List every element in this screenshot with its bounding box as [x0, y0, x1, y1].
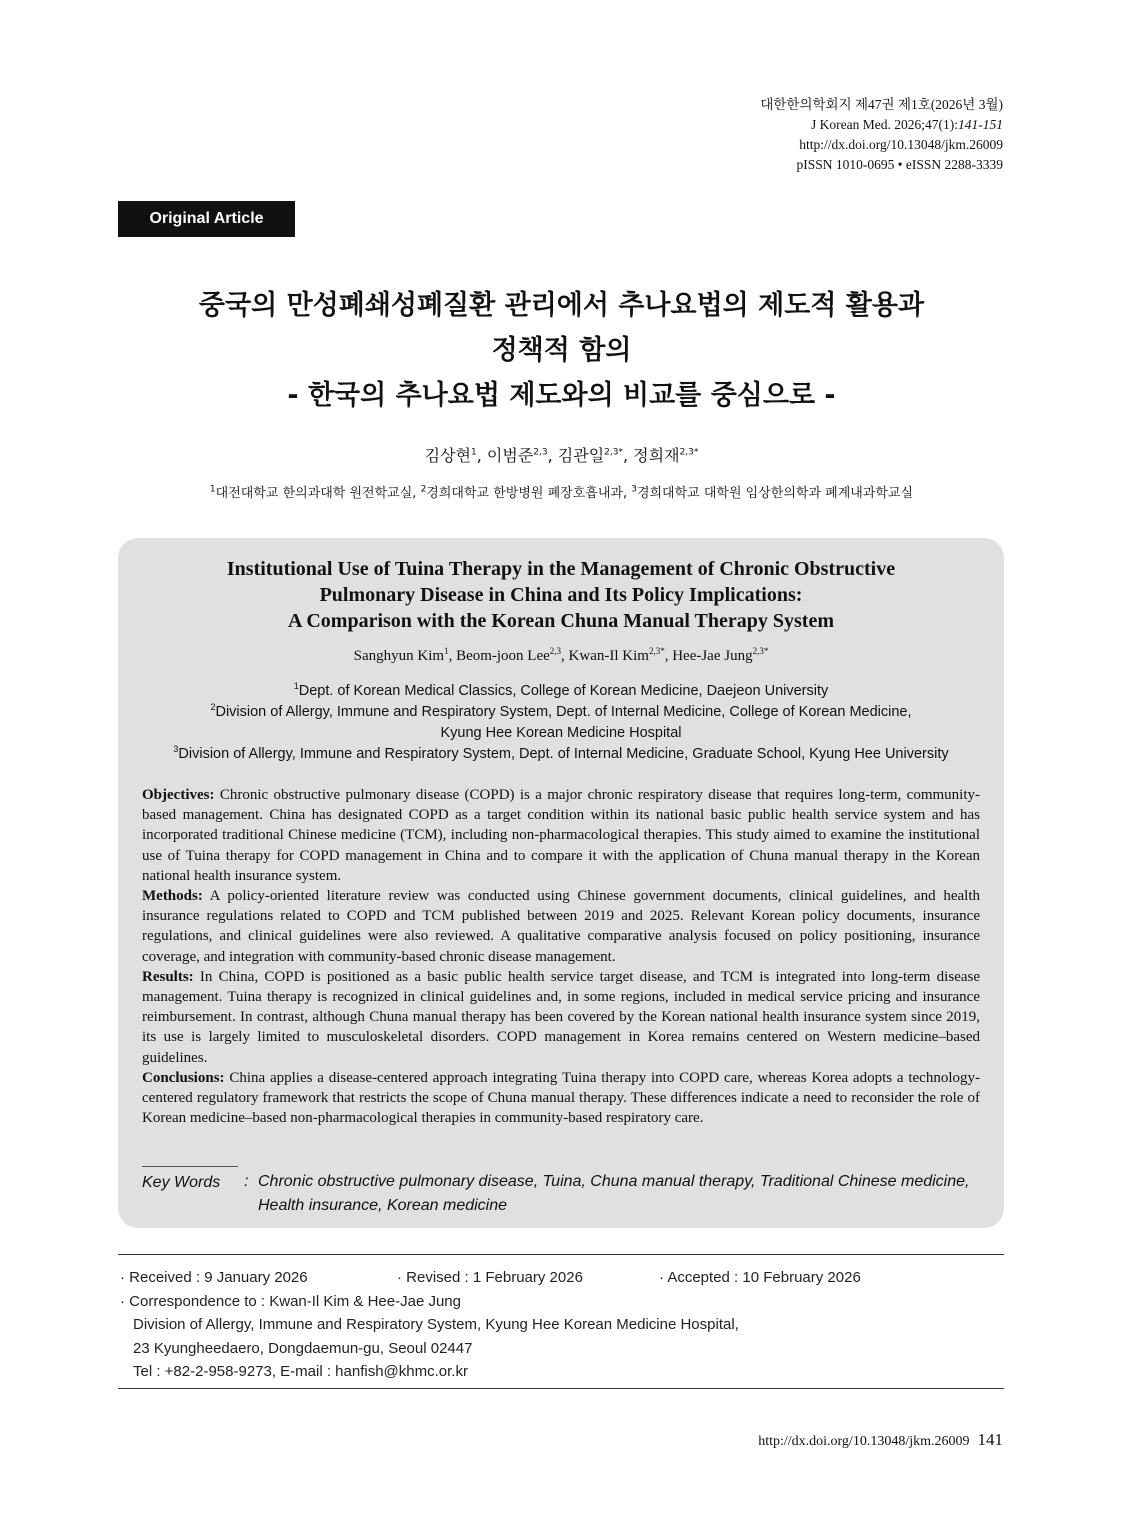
affiliation-2	[118, 702, 1004, 723]
author	[569, 648, 665, 664]
affiliation	[631, 486, 913, 501]
author-name: 김관일	[557, 446, 605, 465]
english-title-line: A Comparison with the Korean Chuna Manual Therapy System	[288, 610, 834, 632]
korean-title-line: 중국의 만성폐쇄성폐질환 관리에서 추나요법의 제도적 활용과	[198, 290, 925, 321]
divider	[118, 1388, 1004, 1389]
author-name: Beom-joon Lee	[456, 648, 550, 664]
affiliation-3	[118, 744, 1004, 765]
affiliation-text: 경희대학교 한방병원 폐장호흡내과	[426, 486, 623, 501]
author	[456, 648, 561, 664]
abstract-box	[118, 538, 1004, 1228]
author-sup: 2,3*	[604, 447, 623, 458]
author-name: Hee-Jae Jung	[672, 648, 753, 664]
section-label: Results:	[142, 968, 194, 985]
affiliation-sup: 3	[631, 484, 637, 495]
section-text: A policy-oriented literature review was conducted using Chinese government documents, clinical guidelines, and health insurance regulations related to COPD and TCM published between 2019 and 2025. Relevant Korean policy documents, insurance regulations, and clinical guidelines were also reviewed. A qualitative comparative analysis focused on policy positioning, insurance coverage, and integration with community-based chronic disease management.	[142, 888, 980, 965]
section-text: Chronic obstructive pulmonary disease (COPD) is a major chronic respiratory disease that requires long-term, community-based management. China has designated COPD as a target condition within its national basic public health service system and has incorporated traditional Chinese medicine (TCM), including non-pharmacological therapies. This study aimed to examine the institutional use of Tuina therapy for COPD management in China and to compare it with the application of Chuna manual therapy in the Korean national health insurance system.	[142, 787, 980, 884]
affiliation-1	[118, 681, 1004, 702]
doi-link[interactable]: http://dx.doi.org/10.13048/jkm.26009	[799, 137, 1003, 152]
author-name: 김상현	[424, 446, 471, 465]
affiliation-sup: 1	[293, 681, 299, 692]
affiliation-sup: 1	[209, 484, 216, 495]
dates-row	[120, 1266, 861, 1290]
author	[672, 648, 768, 664]
author-sup: 2,3*	[648, 646, 665, 656]
page-number: 141	[977, 1430, 1003, 1449]
abstract	[142, 785, 980, 1128]
korean-subtitle: - 한국의 추나요법 제도와의 비교를 중심으로 -	[287, 380, 836, 411]
abstract-objectives	[142, 785, 980, 886]
author	[487, 446, 548, 465]
korean-affiliations: $^1$대전대학교 한의과대학 원전학교실, $^2$경희대학교 한방병원 폐장호흡내과, $^3$경희대학교 대학원 임상한의학과 폐계내과학교실	[209, 484, 914, 501]
journal-header	[760, 95, 1003, 175]
citation-prefix: J Korean Med. 2026;47(1):	[811, 117, 958, 132]
author-name: Sanghyun Kim	[353, 648, 445, 664]
section-label: Methods:	[142, 888, 203, 905]
keywords-label: Key Words	[142, 1166, 238, 1218]
author-sup: 2,3	[533, 447, 548, 458]
affiliation-sup: 2	[420, 484, 427, 495]
issn: pISSN 1010-0695 • eISSN 2288-3339	[796, 157, 1003, 172]
english-affiliations	[118, 681, 1004, 765]
citation	[760, 115, 1003, 135]
author-name: 정희재	[633, 446, 680, 465]
footer-doi[interactable]: http://dx.doi.org/10.13048/jkm.26009	[758, 1434, 970, 1449]
affiliation-2-cont: Kyung Hee Korean Medicine Hospital	[440, 725, 682, 741]
page-footer	[758, 1430, 1003, 1450]
korean-authors: 김상현$^1$, 이범준$^{2,3}$, 김관일$^{2,3*}$, 정희재$^{2,3*}$	[424, 446, 699, 465]
abstract-conclusions	[142, 1068, 980, 1129]
affiliation-text: Dept. of Korean Medical Classics, College of Korean Medicine, Daejeon University	[298, 683, 829, 699]
author	[354, 648, 449, 664]
keywords-text: Chronic obstructive pulmonary disease, Tuina, Chuna manual therapy, Traditional Chinese medicine, Health insurance, Korean medicine	[258, 1173, 970, 1214]
korean-title-line: 정책적 함의	[491, 335, 632, 366]
revised-date: · Revised : 1 February 2026	[397, 1269, 583, 1286]
english-title-line: Institutional Use of Tuina Therapy in the Management of Chronic Obstructive	[226, 558, 896, 580]
author-name: 이범준	[486, 446, 534, 465]
english-title	[118, 556, 1004, 634]
section-label: Objectives:	[142, 787, 215, 803]
contact: Tel : +82-2-958-9273, E-mail : hanfish@khmc.or.kr	[133, 1363, 468, 1380]
address-line: 23 Kyungheedaero, Dongdaemun-gu, Seoul 02447	[133, 1339, 473, 1357]
keywords	[142, 1166, 982, 1218]
affiliation	[421, 486, 623, 501]
accepted-date: · Accepted : 10 February 2026	[659, 1269, 861, 1286]
english-authors: Sanghyun Kim$^1$, Beom-joon Lee$^{2,3}$, Kwan-Il Kim$^{2,3*}$, Hee-Jae Jung$^{2,3*}$	[353, 646, 769, 664]
divider	[118, 1254, 1004, 1255]
correspondence: · Correspondence to : Kwan-Il Kim & Hee-Jae Jung	[120, 1292, 461, 1310]
affiliation-text: 경희대학교 대학원 임상한의학과 폐계내과학교실	[636, 486, 914, 501]
section-text: In China, COPD is positioned as a basic public health service target disease, and TCM is integrated into long-term disease management. Tuina therapy is recognized in clinical guidelines and, in some regions, included in medical service pricing and insurance reimbursement. In contrast, although Chuna manual therapy has been covered by the Korean national health insurance system since 2019, its use is largely limited to musculoskeletal disorders. COPD management in Korea remains centered on Western medicine–based guidelines.	[142, 968, 980, 1066]
keywords-separator: :	[244, 1173, 249, 1190]
article-type-badge: Original Article	[118, 201, 295, 237]
citation-pages: 141-151	[958, 117, 1003, 132]
author-sup: 1	[471, 447, 477, 458]
korean-title	[0, 283, 1123, 418]
article-info	[120, 1266, 861, 1384]
author	[425, 446, 477, 465]
author-name: Kwan-Il Kim	[568, 648, 649, 664]
abstract-methods	[142, 886, 980, 967]
english-title-line: Pulmonary Disease in China and Its Policy Implications:	[319, 584, 803, 606]
author-sup: 2,3*	[752, 646, 769, 656]
affiliation-text: Division of Allergy, Immune and Respiratory System, Dept. of Internal Medicine, Graduate School, Kyung Hee University	[178, 746, 949, 762]
affiliation-text: 대전대학교 한의과대학 원전학교실	[215, 486, 413, 501]
affiliation-sup: 3	[173, 744, 179, 755]
section-text: China applies a disease-centered approach integrating Tuina therapy into COPD care, whereas Korea adopts a technology-centered regulatory framework that restricts the scope of Chuna manual therapy. These differences indicate a need to reconsider the role of Korean medicine–based non-pharmacological therapies in community-based respiratory care.	[142, 1069, 980, 1127]
author	[633, 446, 698, 465]
affiliation-sup: 2	[210, 702, 216, 713]
journal-issue: 대한한의학회지 제47권 제1호(2026년 3월)	[760, 97, 1003, 112]
author	[558, 446, 623, 465]
author-sup: 1	[444, 646, 449, 656]
section-label: Conclusions:	[142, 1069, 225, 1086]
affiliation-text: Division of Allergy, Immune and Respiratory System, Dept. of Internal Medicine, College of Korean Medicine,	[215, 704, 912, 720]
abstract-results	[142, 967, 980, 1068]
affiliation	[210, 486, 412, 501]
received-date: · Received : 9 January 2026	[120, 1269, 308, 1286]
address-line: Division of Allergy, Immune and Respiratory System, Kyung Hee Korean Medicine Hospital,	[133, 1316, 739, 1333]
author-sup: 2,3	[549, 646, 562, 656]
author-sup: 2,3*	[679, 447, 699, 458]
